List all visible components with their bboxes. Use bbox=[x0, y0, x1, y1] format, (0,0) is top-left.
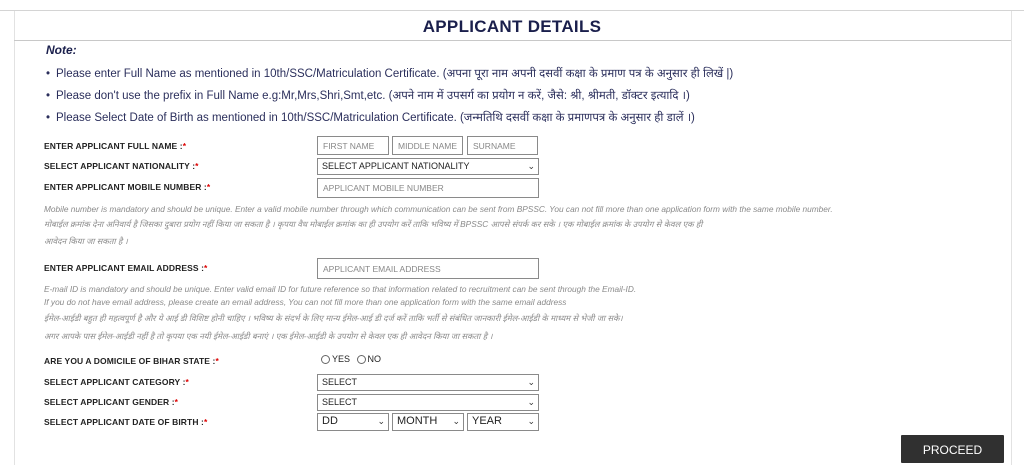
chevron-down-icon: ⌄ bbox=[527, 377, 535, 387]
dob-month-value: MONTH bbox=[397, 415, 438, 427]
gender-label: SELECT APPLICANT GENDER :* bbox=[44, 397, 179, 407]
mobile-input[interactable] bbox=[317, 178, 539, 198]
dob-month-select[interactable] bbox=[392, 413, 464, 431]
required-mark: * bbox=[174, 397, 179, 407]
page-title: APPLICANT DETAILS bbox=[422, 17, 602, 36]
required-mark: * bbox=[203, 417, 208, 427]
proceed-button[interactable]: PROCEED bbox=[901, 435, 1004, 463]
category-label: SELECT APPLICANT CATEGORY :* bbox=[44, 377, 189, 387]
required-mark: * bbox=[204, 263, 208, 273]
full-name-label: ENTER APPLICANT FULL NAME :* bbox=[44, 141, 187, 151]
required-mark: * bbox=[182, 141, 187, 151]
nationality-label: SELECT APPLICANT NATIONALITY :* bbox=[44, 161, 199, 171]
category-selected-value: SELECT bbox=[322, 377, 358, 387]
dob-year-value: YEAR bbox=[472, 415, 502, 427]
mobile-help-text: मोबाईल क्रमांक देना अनिवार्य है जिसका दुबारा प्रयोग नहीं किया जा सकता है । कृपया वैध मोबाईल क्रमांक का ही उपयोग करें ताकि भविष्य में BPSSC आपसे संपर्क कर सके । एक मोबाईल क्रमांक के उपयोग से केवल एक ही bbox=[44, 219, 703, 229]
nationality-select[interactable] bbox=[317, 158, 539, 175]
email-help-text: अगर आपके पास ईमेल-आईडी नहीं है तो कृपया एक नयी ईमेल-आईडी बनाएं । एक ईमेल-आईडी के उपयोग से केवल एक ही आवेदन किया जा सकता है । bbox=[44, 331, 493, 341]
chevron-down-icon: ⌄ bbox=[527, 397, 535, 407]
email-help-text: ईमेल-आईडी बहुत ही महत्वपूर्ण है और ये आई डी विशिष्ट होनी चाहिए । भविष्य के संदर्भ के लिए मान्य ईमेल-आई डी दर्ज करें ताकि भर्ती से संबंधित जानकारी ईमेल-आईडी के माध्यम से भेजी जा सके। bbox=[44, 313, 623, 323]
radio-icon[interactable] bbox=[357, 355, 366, 364]
note-item: • Please enter Full Name as mentioned in 10th/SSC/Matriculation Certificate. (अपना पूरा नाम अपनी दसवीं कक्षा के प्रमाण पत्र के अनुसार ही लिखें |) bbox=[46, 68, 734, 80]
category-select[interactable] bbox=[317, 374, 539, 391]
nationality-selected-value: SELECT APPLICANT NATIONALITY bbox=[322, 161, 470, 171]
title-divider bbox=[14, 40, 1011, 41]
email-help-text: If you do not have email address, please create an email address, You can not fill more than one application form with the same email address bbox=[44, 297, 567, 307]
email-input[interactable] bbox=[317, 258, 539, 279]
mobile-help-text: आवेदन किया जा सकता है । bbox=[44, 236, 128, 246]
required-mark: * bbox=[215, 356, 219, 366]
domicile-no-label[interactable]: NO bbox=[367, 354, 382, 364]
required-mark: * bbox=[195, 161, 199, 171]
dob-day-select[interactable] bbox=[317, 413, 389, 431]
domicile-label: ARE YOU A DOMICILE OF BIHAR STATE :* bbox=[44, 356, 219, 366]
email-help-text: E-mail ID is mandatory and should be unique. Enter valid email ID for future reference so that information related to recruitment can be sent through the Email-ID. bbox=[44, 284, 637, 294]
note-item: • Please Select Date of Birth as mentioned in 10th/SSC/Matriculation Certificate. (जन्मतिथि दसवीं कक्षा के प्रमाणपत्र के अनुसार ही डालें ।) bbox=[46, 112, 695, 124]
middle-name-input[interactable] bbox=[392, 136, 463, 155]
gender-selected-value: SELECT bbox=[322, 397, 358, 407]
chevron-down-icon: ⌄ bbox=[527, 416, 535, 426]
note-item: • Please don't use the prefix in Full Name e.g:Mr,Mrs,Shri,Smt,etc. (अपने नाम में उपसर्ग का प्रयोग न करें, जैसे: श्री, श्रीमती, डॉक्टर इत्यादि ।) bbox=[46, 90, 690, 102]
mobile-help-text: Mobile number is mandatory and should be unique. Enter a valid mobile number through which communication can be sent from BPSSC. You can not fill more than one application form with the same mobile number. bbox=[44, 204, 833, 214]
dob-day-value: DD bbox=[322, 415, 338, 427]
dob-label: SELECT APPLICANT DATE OF BIRTH :* bbox=[44, 417, 208, 427]
mobile-label: ENTER APPLICANT MOBILE NUMBER :* bbox=[44, 182, 211, 192]
required-mark: * bbox=[206, 182, 211, 192]
domicile-radio-group bbox=[321, 354, 381, 364]
note-item-text: Please enter Full Name as mentioned in 10th/SSC/Matriculation Certificate. (अपना पूरा नाम अपनी दसवीं कक्षा के प्रमाण पत्र के अनुसार ही लिखें |) bbox=[56, 68, 734, 80]
first-name-input[interactable] bbox=[317, 136, 389, 155]
required-mark: * bbox=[185, 377, 189, 387]
chevron-down-icon: ⌄ bbox=[452, 416, 460, 426]
chevron-down-icon: ⌄ bbox=[377, 416, 385, 426]
gender-select[interactable] bbox=[317, 394, 539, 411]
note-title: Note: bbox=[46, 43, 77, 57]
dob-year-select[interactable] bbox=[467, 413, 539, 431]
chevron-down-icon: ⌄ bbox=[527, 161, 535, 171]
domicile-yes-label[interactable]: YES bbox=[332, 354, 351, 364]
note-item-text: Please Select Date of Birth as mentioned in 10th/SSC/Matriculation Certificate. (जन्मतिथि दसवीं कक्षा के प्रमाणपत्र के अनुसार ही डालें ।) bbox=[56, 112, 695, 124]
note-item-text: Please don't use the prefix in Full Name e.g:Mr,Mrs,Shri,Smt,etc. (अपने नाम में उपसर्ग का प्रयोग न करें, जैसे: श्री, श्रीमती, डॉक्टर इत्यादि ।) bbox=[56, 90, 690, 102]
email-label: ENTER APPLICANT EMAIL ADDRESS :* bbox=[44, 263, 208, 273]
surname-input[interactable] bbox=[467, 136, 538, 155]
radio-icon[interactable] bbox=[321, 355, 330, 364]
